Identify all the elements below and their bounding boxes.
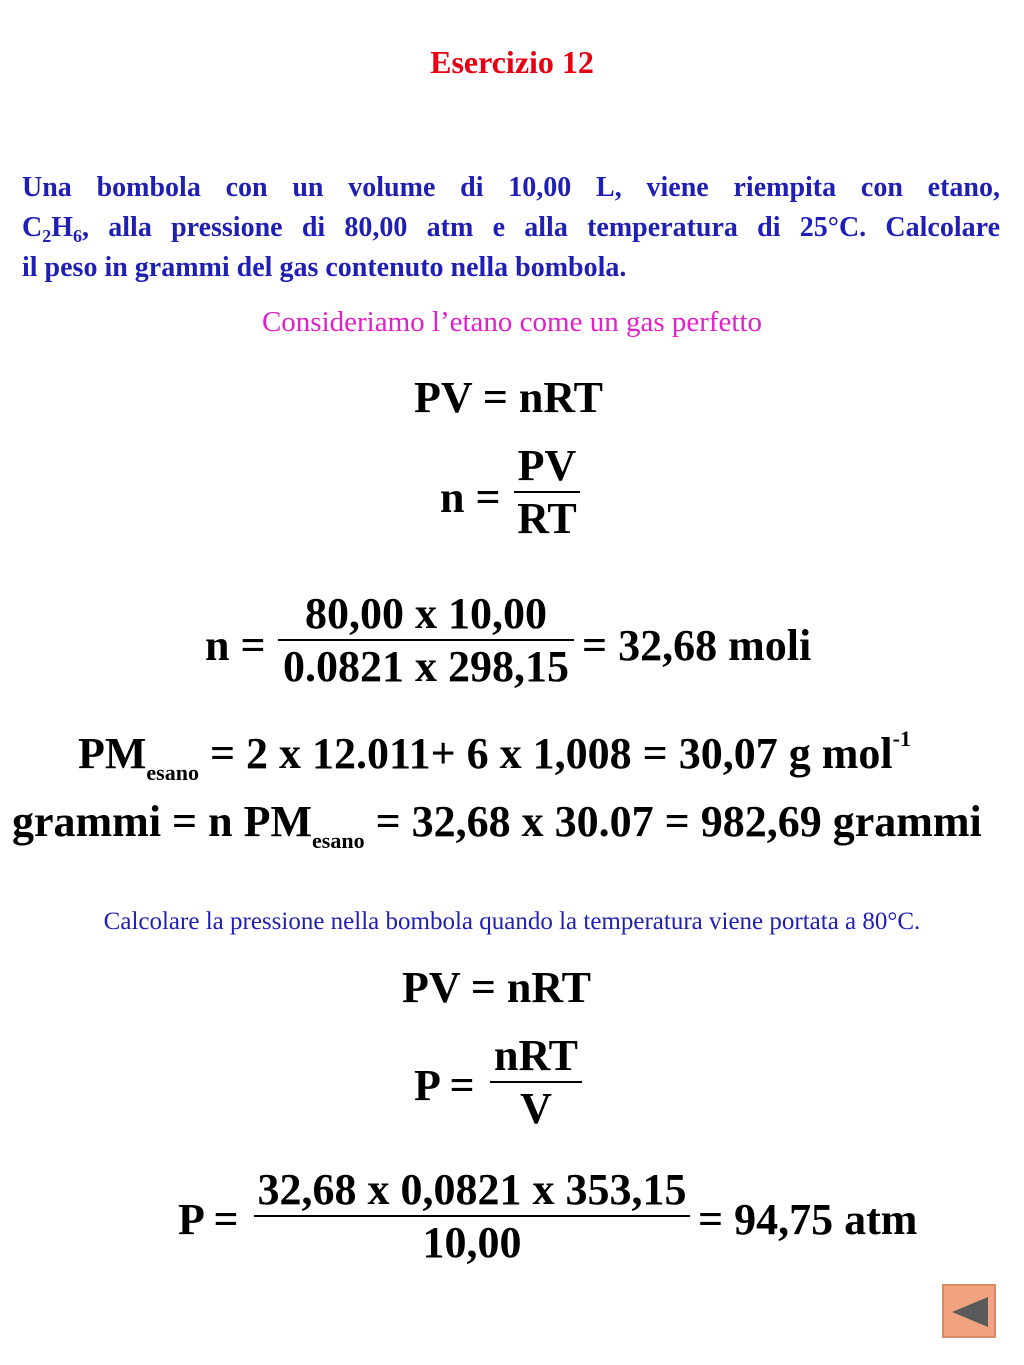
eq-n-lhs: n =	[440, 473, 501, 522]
eq-p-lhs: P =	[414, 1061, 475, 1110]
formula-c: C	[22, 212, 43, 243]
mass-equation	[12, 796, 982, 854]
mass-calculation: = 32,68 x 30.07 = 982,69 grammi	[375, 797, 982, 846]
formula-h-sub: 6	[73, 226, 83, 246]
problem-line-2	[22, 208, 1000, 248]
eq-n-numeric-denominator: 0.0821 x 298,15	[283, 642, 569, 691]
follow-up-question: Calcolare la pressione nella bombola quando la temperatura viene portata a 80°C.	[103, 908, 921, 935]
formula-c-sub: 2	[42, 226, 52, 246]
pm-symbol: PM	[78, 729, 147, 778]
eq-p-numeric-fraction	[254, 1164, 690, 1268]
problem-line-2-rest: , alla pressione di 80,00 atm e alla temperatura di 25°C. Calcolare	[82, 212, 1000, 243]
left-triangle-icon	[950, 1295, 990, 1329]
eq-n-numeric-result: = 32,68 moli	[582, 621, 812, 670]
mass-lhs: grammi = n PM	[12, 797, 313, 846]
pm-subscript: esano	[146, 760, 199, 785]
eq-n-numeric-numerator: 80,00 x 10,00	[305, 589, 547, 638]
problem-statement	[22, 168, 1000, 288]
molar-mass-calculation: = 2 x 12.011+ 6 x 1,008 = 30,07 g mol	[209, 729, 893, 778]
eq-n-numerator: PV	[517, 441, 577, 490]
eq-n-numeric-fraction	[278, 588, 574, 692]
ideal-gas-equation-2: PV = nRT	[402, 963, 591, 1012]
eq-p-numeric-lhs: P =	[178, 1195, 239, 1244]
mass-subscript: esano	[312, 828, 365, 853]
eq-p-denominator: V	[520, 1084, 552, 1133]
eq-p-numeric-result: = 94,75 atm	[698, 1195, 918, 1244]
problem-line-1: Una bombola con un volume di 10,00 L, viene riempita con etano,	[22, 172, 1000, 203]
eq-n-numeric-lhs: n =	[205, 621, 266, 670]
eq-p-fraction	[490, 1030, 582, 1134]
molar-mass-equation	[78, 726, 911, 786]
eq-n-fraction	[514, 440, 580, 544]
eq-p-numerator: nRT	[493, 1031, 579, 1080]
ideal-gas-equation: PV = nRT	[414, 373, 603, 422]
eq-n-denominator: RT	[517, 494, 577, 543]
problem-line-3: il peso in grammi del gas contenuto nella bombola.	[22, 252, 627, 283]
page-title: Esercizio 12	[430, 44, 594, 80]
eq-p-numeric-numerator: 32,68 x 0,0821 x 353,15	[257, 1165, 687, 1214]
ideal-gas-assumption: Consideriamo l’etano come un gas perfetto	[261, 306, 763, 338]
molar-mass-unit-exponent: -1	[892, 726, 911, 751]
formula-h: H	[51, 212, 74, 243]
back-button[interactable]	[942, 1284, 996, 1338]
eq-p-numeric-denominator: 10,00	[422, 1218, 522, 1267]
